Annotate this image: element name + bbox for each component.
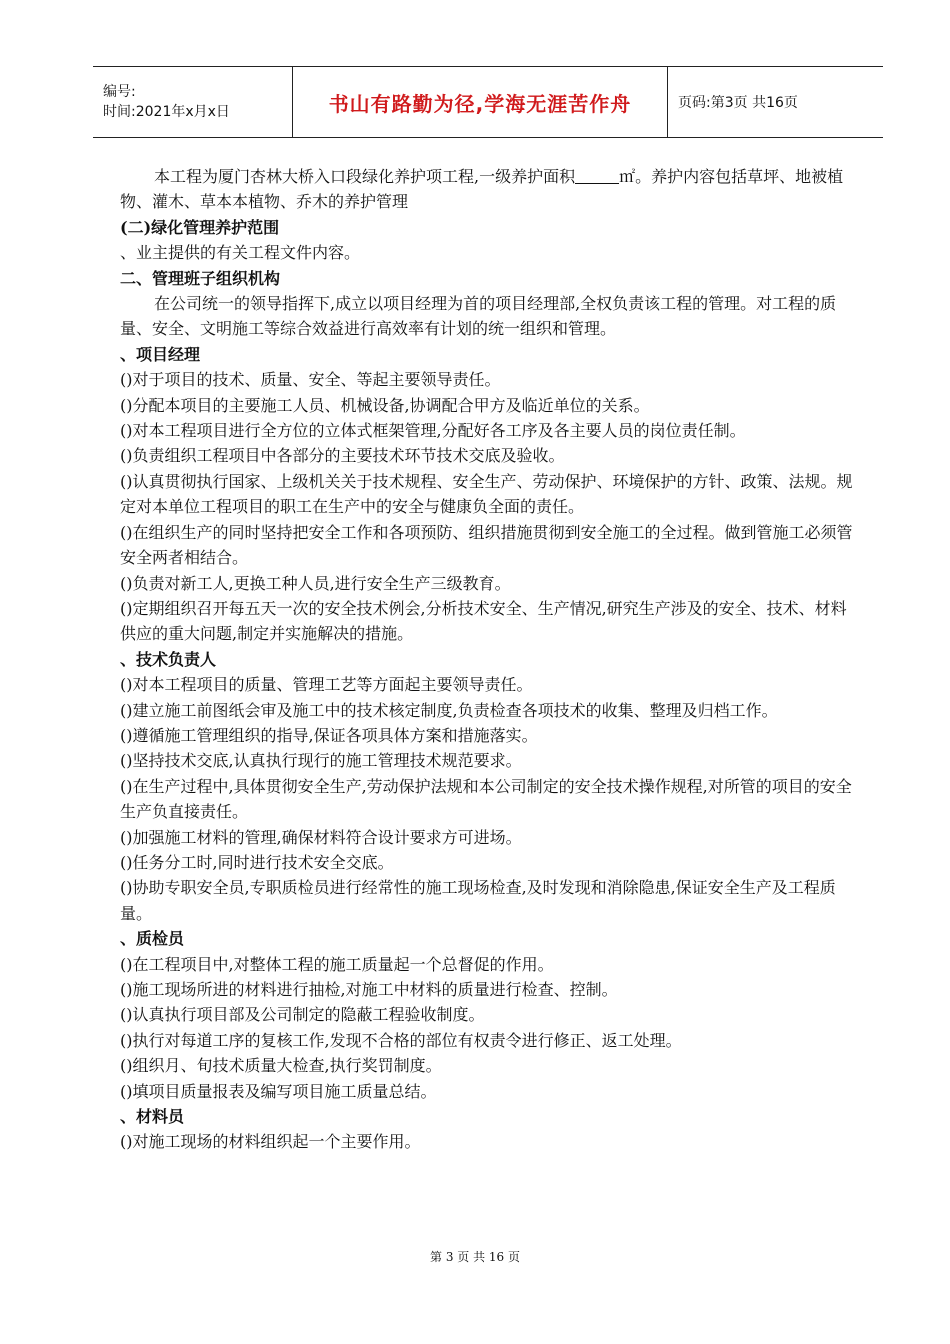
time-label: 时间:2021年x月x日	[103, 104, 230, 120]
list-item: ()执行对每道工序的复核工作,发现不合格的部位有权责令进行修正、返工处理。	[120, 1030, 682, 1050]
intro-paragraph	[120, 164, 860, 215]
list-item: ()负责组织工程项目中各部分的主要技术环节技术交底及验收。	[120, 446, 565, 466]
list-item: ()在生产过程中,具体贯彻安全生产,劳动保护法规和本公司制定的安全技术操作规程,对所管的项目的安全生产负直接责任。	[120, 776, 852, 822]
page-info	[668, 67, 883, 137]
footer-page-number: 第 3 页 共 16 页	[430, 1250, 520, 1264]
intro-text-a: 本工程为厦门杏林大桥入口段绿化养护项工程,一级养护面积	[154, 167, 576, 186]
page-info-text: 页码:第3页 共16页	[678, 95, 798, 111]
heading-material-officer: 、材料员	[120, 1107, 185, 1127]
heading-scope: (二)绿化管理养护范围	[120, 217, 280, 237]
scope-item: 、业主提供的有关工程文件内容。	[120, 243, 361, 263]
heading-tech-lead: 、技术负责人	[120, 649, 217, 669]
list-item: ()填项目质量报表及编写项目施工质量总结。	[120, 1081, 437, 1101]
list-item: ()在工程项目中,对整体工程的施工质量起一个总督促的作用。	[120, 954, 554, 974]
list-item: ()施工现场所进的材料进行抽检,对施工中材料的质量进行检查、控制。	[120, 980, 618, 999]
list-item: ()对本工程项目进行全方位的立体式框架管理,分配好各工序及各主要人员的岗位责任制。	[120, 421, 746, 441]
code-label: 编号:	[103, 84, 136, 100]
list-item: ()坚持技术交底,认真执行现行的施工管理技术规范要求。	[120, 751, 522, 771]
document-body	[120, 164, 860, 1155]
tech-lead-list	[120, 672, 860, 926]
heading-quality-inspector: 、质检员	[120, 929, 185, 949]
header-table	[93, 66, 883, 138]
motto	[293, 67, 668, 137]
list-item: ()组织月、旬技术质量大检查,执行奖罚制度。	[120, 1056, 442, 1076]
quality-inspector-list	[120, 952, 860, 1104]
list-item: ()分配本项目的主要施工人员、机械设备,协调配合甲方及临近单位的关系。	[120, 395, 650, 415]
list-item: ()遵循施工管理组织的指导,保证各项具体方案和措施落实。	[120, 725, 538, 745]
motto-text: 书山有路勤为径,学海无涯苦作舟	[328, 91, 632, 116]
heading-org: 二、管理班子组织机构	[120, 268, 281, 288]
list-item: ()建立施工前图纸会审及施工中的技术核定制度,负责检查各项技术的收集、整理及归档工作。	[120, 700, 778, 720]
intro-text-b: ㎡。养护内容包括草坪、地被植物、灌木、草本本植物、乔木的养护管理	[120, 167, 844, 212]
list-item: ()对本工程项目的质量、管理工艺等方面起主要领导责任。	[120, 675, 533, 695]
list-item: ()负责对新工人,更换工种人员,进行安全生产三级教育。	[120, 573, 511, 593]
area-blank	[575, 167, 619, 184]
project-manager-list	[120, 367, 860, 646]
list-item: ()任务分工时,同时进行技术安全交底。	[120, 852, 394, 872]
page-footer	[0, 1248, 950, 1265]
list-item: ()对于项目的技术、质量、安全、等起主要领导责任。	[120, 370, 501, 390]
heading-project-manager: 、项目经理	[120, 344, 201, 364]
org-intro: 在公司统一的领导指挥下,成立以项目经理为首的项目经理部,全权负责该工程的管理。对工程的质量、安全、文明施工等综合效益进行高效率有计划的统一组织和管理。	[120, 294, 837, 339]
material-officer-list	[120, 1129, 860, 1154]
list-item: ()定期组织召开每五天一次的安全技术例会,分析技术安全、生产情况,研究生产涉及的安全、技术、材料供应的重大问题,制定并实施解决的措施。	[120, 598, 847, 644]
list-item: ()认真执行项目部及公司制定的隐蔽工程验收制度。	[120, 1005, 485, 1025]
list-item: ()加强施工材料的管理,确保材料符合设计要求方可进场。	[120, 827, 522, 847]
list-item: ()对施工现场的材料组织起一个主要作用。	[120, 1132, 421, 1152]
list-item: ()协助专职安全员,专职质检员进行经常性的施工现场检查,及时发现和消除隐患,保证安全生产及工程质量。	[120, 878, 836, 923]
list-item: ()在组织生产的同时坚持把安全工作和各项预防、组织措施贯彻到安全施工的全过程。做到管施工必须管安全两者相结合。	[120, 522, 853, 568]
header-meta	[93, 67, 293, 137]
list-item: ()认真贯彻执行国家、上级机关关于技术规程、安全生产、劳动保护、环境保护的方针、政策、法规。规定对本单位工程项目的职工在生产中的安全与健康负全面的责任。	[120, 471, 853, 517]
